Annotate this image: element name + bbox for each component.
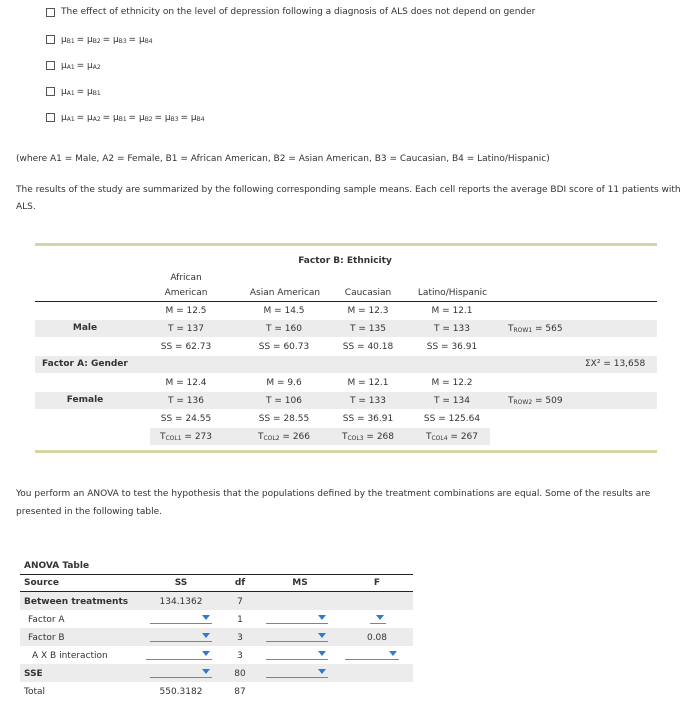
t-row2-value: = 509 — [535, 396, 563, 406]
t-row1-sub: ROW1 — [513, 327, 533, 334]
formula-symbol: = μ — [180, 113, 197, 123]
anova-factor-a-ss-dropdown[interactable] — [150, 612, 212, 624]
hypothesis-checkbox-4[interactable] — [46, 87, 55, 96]
formula-symbol: μ — [61, 87, 67, 97]
male-caucasian-mean: M = 12.3 — [347, 306, 389, 316]
male-total-row-bg — [35, 320, 657, 337]
female-african-ss: SS = 24.55 — [160, 414, 212, 424]
results-text-line1: The results of the study are summarized by the following corresponding sample means. Each cell reports the average BDI score of 11 patients with — [16, 185, 681, 195]
formula-symbol: = μ — [128, 113, 145, 123]
t-col1-prefix: T — [159, 432, 166, 442]
anova-row-factor-b-bg — [20, 628, 413, 646]
male-asian-mean: M = 14.5 — [263, 306, 305, 316]
header-divider — [35, 301, 657, 302]
t-row2 — [508, 395, 563, 409]
formula-symbol: = μ — [102, 35, 119, 45]
t-col3-prefix: T — [341, 432, 348, 442]
formula-symbol: μ — [61, 113, 67, 123]
t-row2-sub: ROW2 — [513, 399, 533, 406]
anova-factor-a-ms-dropdown[interactable] — [266, 612, 328, 624]
female-latino-ss: SS = 125.64 — [423, 414, 481, 424]
formula-subscript: B1 — [92, 90, 101, 97]
anova-between-ss: 134.1362 — [159, 597, 203, 607]
anova-factor-a-df: 1 — [237, 615, 243, 625]
col-header-african-1: African — [170, 273, 202, 283]
legend-text: (where A1 = Male, A2 = Female, B1 = African American, B2 = Asian American, B3 = Caucasian, B4 = Latino/Hispanic) — [16, 154, 550, 164]
female-latino-total: T = 134 — [434, 396, 470, 406]
hypothesis-label-4 — [61, 86, 101, 100]
female-caucasian-mean: M = 12.1 — [347, 378, 389, 388]
t-col4-prefix: T — [425, 432, 432, 442]
female-caucasian-ss: SS = 36.91 — [342, 414, 394, 424]
anova-factor-b-source: Factor B — [28, 633, 65, 643]
formula-subscript: A2 — [92, 64, 101, 71]
female-asian-mean: M = 9.6 — [266, 378, 302, 388]
male-latino-total: T = 133 — [434, 324, 470, 334]
formula-subscript: B1 — [118, 116, 129, 123]
anova-interaction-source: A X B interaction — [32, 651, 108, 661]
anova-sse-ms-dropdown[interactable] — [266, 666, 328, 678]
hypothesis-label-3 — [61, 60, 101, 74]
anova-header-source: Source — [24, 578, 59, 588]
male-caucasian-ss: SS = 40.18 — [342, 342, 394, 352]
chevron-down-icon — [318, 633, 326, 638]
formula-symbol: = μ — [76, 35, 93, 45]
formula-subscript: B2 — [144, 116, 155, 123]
anova-interaction-ms-dropdown[interactable] — [266, 648, 328, 660]
t-col2-value: = 266 — [282, 432, 311, 442]
chevron-down-icon — [202, 651, 210, 656]
male-asian-ss: SS = 60.73 — [258, 342, 310, 352]
t-col1-sub: COL1 — [165, 435, 182, 442]
hypothesis-label-1: The effect of ethnicity on the level of depression following a diagnosis of ALS does not depend on gender — [61, 7, 536, 17]
t-col3 — [342, 431, 394, 445]
male-asian-total: T = 160 — [266, 324, 302, 334]
formula-symbol: = μ — [128, 35, 145, 45]
male-african-total: T = 137 — [168, 324, 204, 334]
anova-sse-df: 80 — [234, 669, 246, 679]
t-row1-prefix: T — [508, 324, 514, 334]
formula-subscript: B4 — [144, 38, 153, 45]
formula-subscript: A2 — [92, 116, 103, 123]
formula-symbol: μ — [61, 35, 67, 45]
hypothesis-checkbox-2[interactable] — [46, 35, 55, 44]
anova-header-df: df — [234, 578, 246, 588]
t-col4 — [426, 431, 478, 445]
factor-a-row-bg — [35, 356, 657, 373]
formula-symbol: μ — [61, 61, 67, 71]
formula-symbol: = μ — [154, 113, 171, 123]
anova-between-df: 7 — [237, 597, 243, 607]
female-asian-ss: SS = 28.55 — [258, 414, 310, 424]
anova-factor-b-ss-dropdown[interactable] — [150, 630, 212, 642]
formula-subscript: B3 — [170, 116, 181, 123]
t-col3-sub: COL3 — [347, 435, 364, 442]
anova-sse-ss-dropdown[interactable] — [150, 666, 212, 678]
chevron-down-icon — [318, 669, 326, 674]
anova-total-ss: 550.3182 — [159, 687, 203, 697]
anova-sse-source: SSE — [24, 669, 43, 679]
formula-subscript: B1 — [66, 38, 77, 45]
chevron-down-icon — [389, 651, 397, 656]
anova-interaction-f-dropdown[interactable] — [345, 648, 399, 660]
factor-a-title: Factor A: Gender — [42, 359, 128, 369]
formula-subscript: B3 — [118, 38, 129, 45]
anova-factor-b-ms-dropdown[interactable] — [266, 630, 328, 642]
factor-b-title: Factor B: Ethnicity — [298, 256, 392, 266]
sum-x-squared: ΣX² = 13,658 — [585, 359, 646, 369]
t-col3-value: = 268 — [366, 432, 395, 442]
anova-top-line — [20, 574, 413, 575]
t-col2-sub: COL2 — [263, 435, 280, 442]
anova-intro-line1: You perform an ANOVA to test the hypothesis that the populations defined by the treatment combinations are equal. Some of the results are — [16, 489, 651, 499]
female-caucasian-total: T = 133 — [350, 396, 386, 406]
anova-row-sse-bg — [20, 664, 413, 682]
male-caucasian-total: T = 135 — [350, 324, 386, 334]
male-african-mean: M = 12.5 — [165, 306, 207, 316]
formula-subscript: A1 — [66, 116, 77, 123]
anova-total-source: Total — [24, 687, 46, 697]
anova-factor-b-df: 3 — [237, 633, 243, 643]
anova-intro-line2: presented in the following table. — [16, 507, 162, 517]
male-label: Male — [72, 323, 98, 333]
hypothesis-label-2 — [61, 34, 153, 48]
col-header-asian: Asian American — [249, 288, 321, 298]
formula-subscript: B2 — [92, 38, 103, 45]
female-african-mean: M = 12.4 — [165, 378, 207, 388]
chevron-down-icon — [202, 633, 210, 638]
hypothesis-checkbox-3[interactable] — [46, 61, 55, 70]
formula-subscript: B4 — [196, 116, 205, 123]
anova-factor-b-f: 0.08 — [366, 633, 388, 643]
hypothesis-label-5 — [61, 112, 205, 126]
anova-factor-a-source: Factor A — [28, 615, 65, 625]
male-african-ss: SS = 62.73 — [160, 342, 212, 352]
anova-interaction-ss-dropdown[interactable] — [146, 648, 212, 660]
male-latino-mean: M = 12.1 — [431, 306, 473, 316]
col-header-caucasian: Caucasian — [344, 288, 392, 298]
female-total-row-bg — [35, 392, 657, 409]
anova-total-df: 87 — [234, 687, 246, 697]
t-row2-prefix: T — [508, 396, 514, 406]
results-text-line2: ALS. — [16, 202, 36, 212]
female-african-total: T = 136 — [168, 396, 204, 406]
t-row1 — [508, 323, 563, 337]
t-row1-value: = 565 — [535, 324, 563, 334]
female-latino-mean: M = 12.2 — [431, 378, 473, 388]
anova-interaction-df: 3 — [237, 651, 243, 661]
anova-header-ms: MS — [292, 578, 308, 588]
male-latino-ss: SS = 36.91 — [426, 342, 478, 352]
chevron-down-icon — [318, 651, 326, 656]
t-col4-sub: COL4 — [431, 435, 448, 442]
anova-header-f: F — [373, 578, 381, 588]
anova-title: ANOVA Table — [24, 561, 90, 571]
col-header-latino: Latino/Hispanic — [417, 288, 488, 298]
t-col2 — [258, 431, 310, 445]
chevron-down-icon — [202, 669, 210, 674]
formula-symbol: = μ — [76, 87, 93, 97]
summary-top-border — [35, 243, 657, 246]
hypothesis-checkbox-5[interactable] — [46, 113, 55, 122]
t-col1-value: = 273 — [184, 432, 213, 442]
chevron-down-icon — [376, 615, 384, 620]
formula-subscript: A1 — [66, 64, 77, 71]
t-col1 — [160, 431, 212, 445]
chevron-down-icon — [318, 615, 326, 620]
female-label: Female — [66, 395, 104, 405]
female-asian-total: T = 106 — [266, 396, 302, 406]
formula-symbol: = μ — [76, 113, 93, 123]
col-header-african-2: American — [164, 288, 208, 298]
hypothesis-checkbox-1[interactable] — [46, 8, 55, 17]
t-col4-value: = 267 — [450, 432, 479, 442]
chevron-down-icon — [202, 615, 210, 620]
t-col2-prefix: T — [257, 432, 264, 442]
formula-symbol: = μ — [102, 113, 119, 123]
summary-bottom-border — [35, 450, 657, 453]
formula-subscript: A1 — [66, 90, 77, 97]
formula-symbol: = μ — [76, 61, 93, 71]
anova-between-source: Between treatments — [24, 597, 129, 607]
anova-factor-a-f-dropdown[interactable] — [370, 612, 386, 624]
anova-header-ss: SS — [174, 578, 188, 588]
